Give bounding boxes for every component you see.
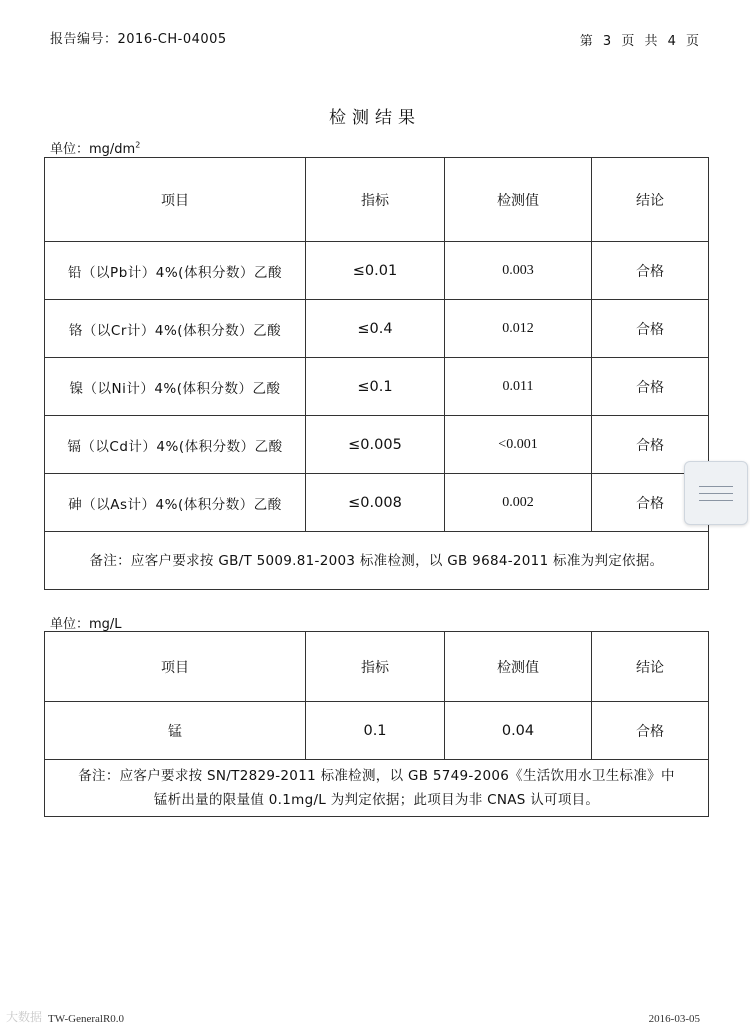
row-limit: 0.1 [306,702,445,760]
table-row [45,702,709,760]
row-value: 0.002 [445,474,592,532]
row-limit: ≤0.008 [306,474,445,532]
table-row [45,242,709,300]
row-limit: ≤0.005 [306,416,445,474]
table-note [45,760,709,817]
results-table-2 [44,631,709,817]
row-value: 0.012 [445,300,592,358]
row-value: 0.003 [445,242,592,300]
report-date: 2016-03-05 [648,1013,700,1025]
watermark: 大数据 [6,1010,43,1024]
row-result: 合格 [592,416,709,474]
row-value: <0.001 [445,416,592,474]
table-header-row [45,632,709,702]
table-row [45,416,709,474]
header-value: 检测值 [445,632,592,702]
header-item: 项目 [45,632,306,702]
header-result: 结论 [592,632,709,702]
header-value: 检测值 [445,158,592,242]
row-limit: ≤0.1 [306,358,445,416]
note-line-2: 锰析出量的限量值 0.1mg/L 为判定依据；此项目为非 CNAS 认可项目。 [153,792,600,808]
row-item: 锰 [45,702,306,760]
results-table-1 [44,157,709,590]
table-note-row [45,760,709,817]
header-result: 结论 [592,158,709,242]
table-row [45,300,709,358]
row-result: 合格 [592,474,709,532]
page-indicator: 第 3 页 共 4 页 [579,34,702,49]
page-title: 检测结果 [329,108,421,128]
row-item: 镉（以Cd计）4%(体积分数）乙酸 [45,416,306,474]
report-number: 报告编号：2016-CH-04005 [50,32,227,47]
header-item: 项目 [45,158,306,242]
table-header-row [45,158,709,242]
row-item: 铬（以Cr计）4%(体积分数）乙酸 [45,300,306,358]
row-item: 砷（以As计）4%(体积分数）乙酸 [45,474,306,532]
row-limit: ≤0.01 [306,242,445,300]
row-value: 0.011 [445,358,592,416]
unit-label-1: 单位：$mg/dm^2$ [50,140,141,157]
table-note-row [45,532,709,590]
header-limit: 指标 [306,158,445,242]
row-limit: ≤0.4 [306,300,445,358]
table-note: 备注：应客户要求按 GB/T 5009.81-2003 标准检测，以 GB 9684-2011 标准为判定依据。 [45,532,709,590]
form-code: TW-GeneralR0.0 [48,1013,125,1025]
row-result: 合格 [592,300,709,358]
header-limit: 指标 [306,632,445,702]
unit-label-2: 单位：mg/L [50,617,122,632]
row-result: 合格 [592,358,709,416]
row-item: 铅（以Pb计）4%(体积分数）乙酸 [45,242,306,300]
row-result: 合格 [592,242,709,300]
row-result: 合格 [592,702,709,760]
row-value: 0.04 [445,702,592,760]
table-row [45,474,709,532]
row-item: 镍（以Ni计）4%(体积分数）乙酸 [45,358,306,416]
note-line-1: 备注：应客户要求按 SN/T2829-2011 标准检测，以 GB 5749-2006《生活饮用水卫生标准》中 [78,768,675,784]
side-menu-button[interactable] [684,461,748,525]
table-row [45,358,709,416]
